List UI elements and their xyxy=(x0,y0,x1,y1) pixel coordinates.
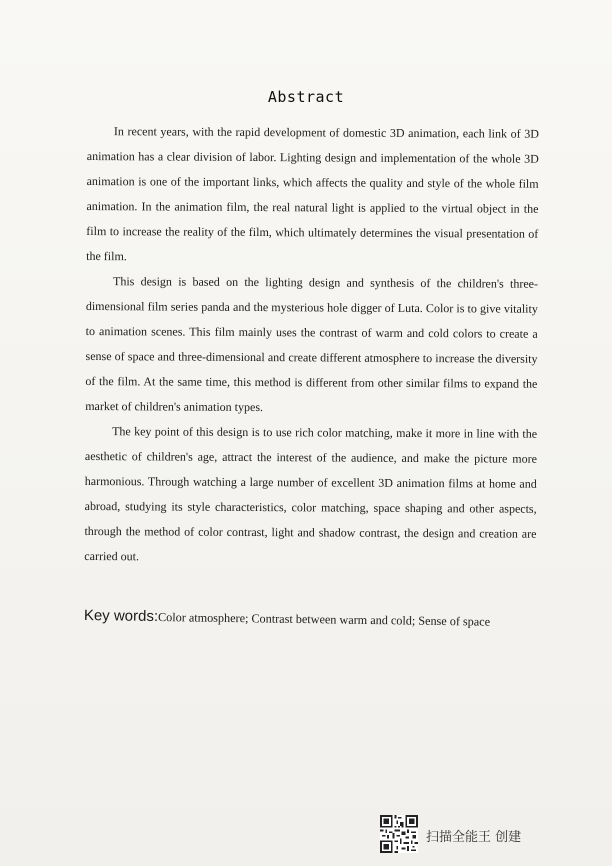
keywords-text: Color atmosphere; Contrast between warm and cold; Sense of space xyxy=(157,610,491,629)
scanner-app-text: 扫描全能王 创建 xyxy=(426,830,522,845)
abstract-body xyxy=(84,119,539,572)
keywords-label: Key words: xyxy=(83,607,159,626)
abstract-paragraph-3: The key point of this design is to use rich color matching, make it more in line with the aesthetic of children's age, attract the interest of the audience, and make the picture more harmonious. Through watching a large number of excellent 3D animation films at home and abroad, studying its style characteristics, color matching, space shaping and other aspects, through the method of color contrast, light and shadow contrast, the design and creation are carried out. xyxy=(84,424,538,564)
abstract-title: Abstract xyxy=(267,88,345,106)
abstract-paragraph-1: In recent years, with the rapid development of domestic 3D animation, each link of 3D animation has a clear division of labor. Lighting design and implementation of the whole 3D animation is one of the important links, which affects the quality and style of the whole film animation. In the animation film, the real natural light is applied to the virtual object in the film to increase the reality of the film, which ultimately determines the visual presentation of the film. xyxy=(86,124,539,264)
qr-code-icon xyxy=(380,815,418,853)
scanner-watermark xyxy=(380,815,580,855)
abstract-paragraph-2: This design is based on the lighting design and synthesis of the children's three-dimensional film series panda and the mysterious hole digger of Luta. Color is to give vitality to animation scenes. This film mainly uses the contrast of warm and cold colors to create a sense of space and three-dimensional and create different atmosphere to increase the diversity of the film. At the same time, this method is different from other similar films to expand the market of children's animation types. xyxy=(85,274,539,415)
keywords-line xyxy=(84,607,544,630)
